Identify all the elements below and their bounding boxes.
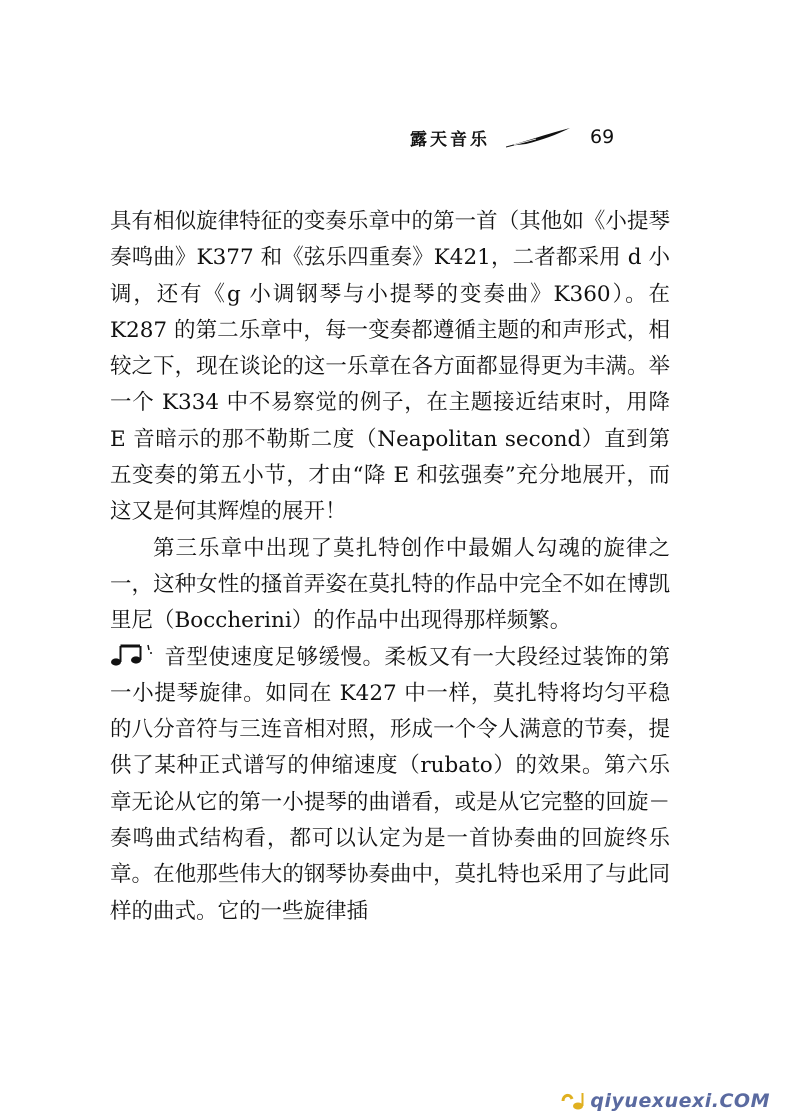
triplet-note-figure-icon	[110, 643, 156, 667]
paragraph-continued: 具有相似旋律特征的变奏乐章中的第一首（其他如《小提琴奏鸣曲》K377 和《弦乐四重奏》K421，二者都采用 d 小调，还有《g 小调钢琴与小提琴的变奏曲》K360）。在 K287 的第二乐章中，每一变奏都遵循主题的和声形式，相较之下，现在谈论的这一乐章在各方面都显得更为丰满。举一个 K334 中不易察觉的例子，在主题接近结束时，用降 E 音暗示的那不勒斯二度（Neapolitan second）直到第五变奏的第五小节，才由“降 E 和弦强奏”充分地展开，而这又是何其辉煌的展开！	[110, 209, 670, 525]
body-text	[110, 204, 670, 930]
music-note-logo-icon	[560, 1091, 586, 1111]
page-number: 69	[590, 126, 615, 148]
running-header	[410, 122, 614, 152]
running-header-title: 露天音乐	[410, 129, 490, 150]
quill-pen-icon	[506, 126, 572, 148]
paragraph-rhythm	[110, 640, 670, 930]
paragraph-rhythm-text: 音型使速度足够缓慢。柔板又有一大段经过装饰的第一小提琴旋律。如同在 K427 中一样，莫扎特将均匀平稳的八分音符与三连音相对照，形成一个令人满意的节奏，提供了某种正式谱写的伸缩速度（rubato）的效果。第六乐章无论从它的第一小提琴的曲谱看，或是从它完整的回旋－奏鸣曲式结构看，都可以认定为是一首协奏曲的回旋终乐章。在他那些伟大的钢琴协奏曲中，莫扎特也采用了与此同样的曲式。它的一些旋律插	[110, 644, 670, 924]
watermark-text: qiyuexuexi.COM	[590, 1090, 770, 1112]
watermark	[560, 1090, 770, 1112]
paragraph-third-movement: 第三乐章中出现了莫扎特创作中最媚人勾魂的旋律之一，这种女性的搔首弄姿在莫扎特的作品中完全不如在博凯里尼（Boccherini）的作品中出现得那样频繁。	[110, 535, 670, 634]
